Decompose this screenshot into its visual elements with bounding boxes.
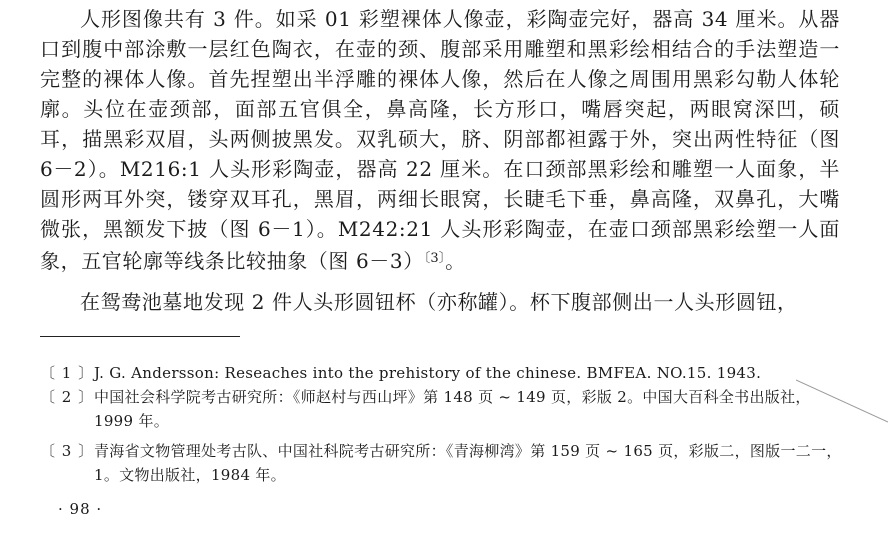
footnote-2 <box>40 385 850 433</box>
page-number: · 98 · <box>58 500 103 518</box>
body-paragraph-1 <box>40 4 840 276</box>
footnote-1-mark: 〔 1 〕 <box>40 364 95 382</box>
footnote-3-mark: 〔 3 〕 <box>40 442 95 460</box>
footnote-2-text: 中国社会科学院考古研究所：《师赵村与西山坪》第 148 页 ~ 149 页，彩版 2。中国大百科全书出版社，1999 年。 <box>94 388 811 430</box>
paragraph-1-end-punctuation: 。 <box>445 249 466 273</box>
footnote-separator <box>40 336 240 337</box>
paragraph-1-text: 人形图像共有 3 件。如采 01 彩塑裸体人像壶，彩陶壶完好，器高 34 厘米。从器口到腹中部涂敷一层红色陶衣，在壶的颈、腹部采用雕塑和黑彩绘相结合的手法塑造一完整的裸体人像。首先捏塑出半浮雕的裸体人像，然后在人像之周围用黑彩勾勒人体轮廓。头位在壶颈部，面部五官俱全，鼻高隆，长方形口，嘴唇突起，两眼窝深凹，硕耳，描黑彩双眉，头两侧披黑发。双乳硕大，脐、阴部都袒露于外，突出两性特征（图 6－2）。M216:1 人头形彩陶壶，器高 22 厘米。在口颈部黑彩绘和雕塑一人面象，半圆形两耳外突，镂穿双耳孔，黑眉，两细长眼窝，长睫毛下垂，鼻高隆，双鼻孔，大嘴微张，黑额发下披（图 6－1）。M242:21 人头形彩陶壶，在壶口颈部黑彩绘塑一人面象，五官轮廓等线条比较抽象（图 6－3） <box>40 7 840 273</box>
body-paragraph-2: 在鸳鸯池墓地发现 2 件人头形圆钮杯（亦称罐）。杯下腹部侧出一人头形圆钮， <box>80 290 798 314</box>
footnote-3-text: 青海省文物管理处考古队、中国社科院考古研究所：《青海柳湾》第 159 页 ~ 165 页，彩版二，图版一二一，1。文物出版社，1984 年。 <box>94 442 842 484</box>
footnote-1-text: J. G. Andersson: Reseaches into the prehistory of the chinese. BMFEA. NO.15. 1943. <box>94 364 762 382</box>
scan-artifact-line <box>796 378 888 424</box>
footnote-reference-3: 〔3〕 <box>423 251 446 266</box>
footnote-3 <box>40 439 850 487</box>
footnote-1 <box>40 361 850 385</box>
footnote-2-mark: 〔 2 〕 <box>40 388 95 406</box>
